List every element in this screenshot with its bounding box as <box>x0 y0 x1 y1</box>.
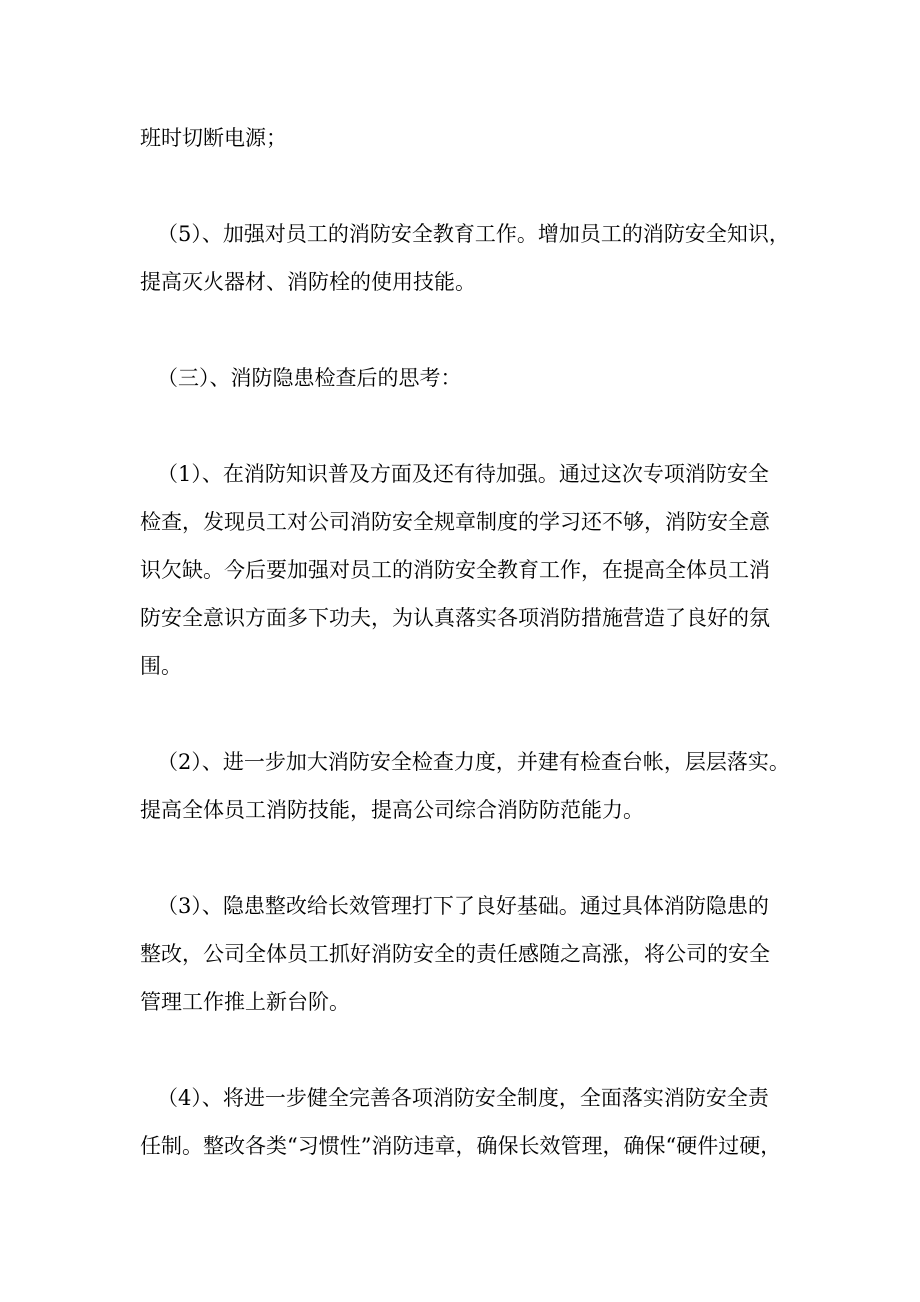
text-line: 任制。整改各类“习惯性”消防违章，确保长效管理，确保“硬件过硬， <box>140 1134 782 1158</box>
text-line: （5）、加强对员工的消防安全教育工作。增加员工的消防安全知识， <box>157 222 790 246</box>
text-line: 管理工作推上新台阶。 <box>140 990 350 1014</box>
text-line: （2）、进一步加大消防安全检查力度，并建有检查台帐，层层落实。 <box>157 750 790 774</box>
text-line: 防安全意识方面多下功夫，为认真落实各项消防措施营造了良好的氛 <box>140 606 770 630</box>
text-line: （3）、隐患整改给长效管理打下了良好基础。通过具体消防隐患的 <box>157 894 769 918</box>
text-line: 识欠缺。今后要加强对员工的消防安全教育工作，在提高全体员工消 <box>140 558 770 582</box>
paragraph-item-3 <box>140 882 782 1026</box>
paragraph-continuation <box>140 114 782 162</box>
paragraph-item-5 <box>140 210 790 306</box>
text-line: 班时切断电源； <box>140 126 287 150</box>
paragraph-item-4 <box>140 1074 782 1170</box>
text-line: （1）、在消防知识普及方面及还有待加强。通过这次专项消防安全 <box>157 462 769 486</box>
text-line: 围。 <box>140 654 182 678</box>
text-line: （4）、将进一步健全完善各项消防安全制度，全面落实消防安全责 <box>157 1086 769 1110</box>
text-line: 整改，公司全体员工抓好消防安全的责任感随之高涨，将公司的安全 <box>140 942 770 966</box>
section-heading-3 <box>140 354 782 402</box>
text-line: 提高灭火器材、消防栓的使用技能。 <box>140 270 476 294</box>
text-line: 提高全体员工消防技能，提高公司综合消防防范能力。 <box>140 798 644 822</box>
section-heading: （三）、消防隐患检查后的思考： <box>157 366 462 390</box>
paragraph-item-1 <box>140 450 782 690</box>
text-line: 检查，发现员工对公司消防安全规章制度的学习还不够，消防安全意 <box>140 510 770 534</box>
paragraph-item-2 <box>140 738 790 834</box>
